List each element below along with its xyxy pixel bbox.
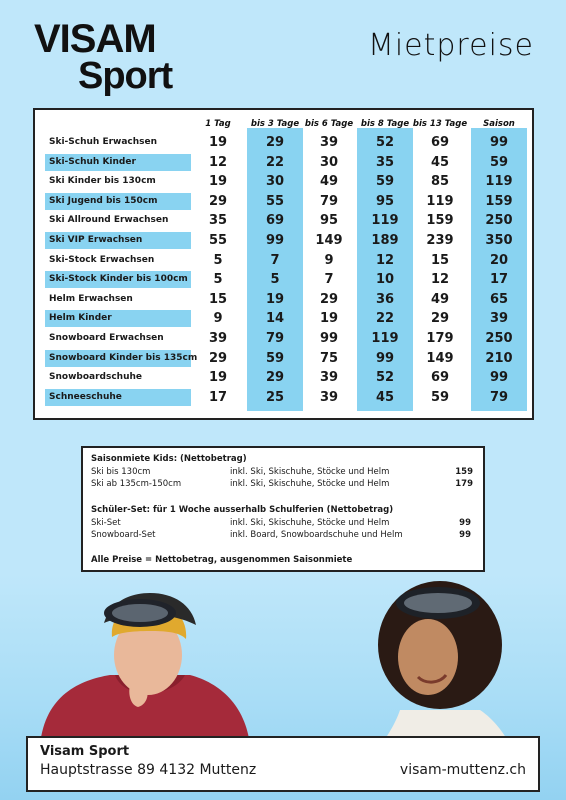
price-cell: 45 (375, 389, 395, 405)
price-cell: 189 (371, 233, 399, 248)
table-row (35, 172, 532, 192)
header-13-days: bis 13 Tage (412, 119, 468, 129)
price-cell: 55 (265, 193, 285, 209)
price-cell: 14 (265, 311, 285, 327)
header-1-day: 1 Tag (205, 119, 231, 129)
price-cell: 149 (315, 233, 343, 248)
price-cell: 22 (375, 311, 395, 327)
logo-text-sport: Sport (78, 55, 173, 97)
price-cell: 59 (265, 350, 285, 366)
price-cell: 9 (324, 252, 334, 268)
price-cell: 35 (208, 213, 228, 229)
price-cell: 19 (319, 311, 339, 327)
price-cell: 239 (426, 233, 454, 248)
price-cell: 29 (319, 291, 339, 307)
price-cell: 45 (430, 154, 450, 170)
price-cell: 119 (426, 193, 454, 209)
table-row (35, 270, 532, 290)
row-label: Helm Erwachsen (49, 293, 133, 304)
price-cell: 99 (489, 370, 509, 386)
price-cell: 49 (319, 174, 339, 190)
price-cell: 39 (489, 311, 509, 327)
price-cell: 69 (430, 370, 450, 386)
price-cell: 15 (430, 252, 450, 268)
price-cell: 49 (430, 291, 450, 307)
school-desc: inkl. Ski, Skischuhe, Stöcke und Helm (230, 518, 390, 528)
row-label: Ski-Stock Erwachsen (49, 254, 155, 265)
table-row (35, 329, 532, 349)
price-cell: 17 (489, 272, 509, 288)
row-label: Ski Allround Erwachsen (49, 215, 169, 226)
price-cell: 29 (265, 370, 285, 386)
school-price: 99 (459, 518, 471, 528)
info-box (81, 446, 485, 572)
price-cell: 39 (319, 370, 339, 386)
price-cell: 59 (375, 174, 395, 190)
price-cell: 7 (270, 252, 280, 268)
row-label: Ski Kinder bis 130cm (49, 176, 156, 187)
kids-price: 159 (455, 467, 473, 477)
price-cell: 25 (265, 389, 285, 405)
price-cell: 35 (375, 154, 395, 170)
school-price: 99 (459, 530, 471, 540)
price-cell: 350 (485, 233, 513, 248)
table-row (35, 368, 532, 388)
store-address: Hauptstrasse 89 4132 Muttenz (40, 762, 257, 778)
price-cell: 36 (375, 291, 395, 307)
header-8-days: bis 8 Tage (360, 119, 410, 129)
row-label: Snowboard Erwachsen (49, 333, 164, 343)
kids-item: Ski bis 130cm (91, 467, 151, 477)
kids-item: Ski ab 135cm-150cm (91, 479, 182, 489)
row-label: Helm Kinder (45, 310, 191, 327)
price-cell: 7 (324, 272, 334, 288)
price-cell: 59 (489, 154, 509, 170)
logo-graphic (34, 14, 194, 97)
price-cell: 19 (265, 291, 285, 307)
price-cell: 159 (426, 213, 454, 229)
price-cell: 69 (430, 135, 450, 150)
school-title: Schüler-Set: für 1 Woche ausserhalb Schulferien (Nettobetrag) (91, 505, 394, 515)
price-cell: 5 (270, 272, 280, 288)
price-cell: 79 (265, 331, 285, 346)
price-cell: 149 (426, 350, 454, 366)
row-label: Ski VIP Erwachsen (45, 232, 191, 249)
price-cell: 29 (265, 135, 285, 150)
price-cell: 12 (430, 272, 450, 288)
row-label: Ski-Schuh Erwachsen (49, 137, 158, 147)
price-cell: 119 (371, 213, 399, 229)
people-illustration (0, 575, 566, 745)
price-cell: 15 (208, 291, 228, 307)
table-row (35, 153, 532, 173)
logo-text-visam: VISAM (34, 17, 156, 61)
row-label: Ski-Schuh Kinder (45, 154, 191, 171)
price-cell: 65 (489, 291, 509, 307)
kids-desc: inkl. Ski, Skischuhe, Stöcke und Helm (230, 479, 390, 489)
price-cell: 79 (319, 193, 339, 209)
table-row (35, 349, 532, 369)
price-cell: 99 (319, 331, 339, 346)
price-cell: 19 (208, 370, 228, 386)
price-cell: 119 (485, 174, 513, 190)
price-cell: 119 (371, 331, 399, 346)
table-row (35, 309, 532, 329)
table-row (35, 231, 532, 251)
page-title: Mietpreise (367, 28, 534, 63)
price-cell: 159 (485, 193, 513, 209)
price-cell: 95 (319, 213, 339, 229)
price-cell: 5 (213, 272, 223, 288)
price-cell: 95 (375, 193, 395, 209)
man-figure (40, 593, 250, 745)
price-cell: 29 (430, 311, 450, 327)
price-cell: 250 (485, 331, 513, 346)
price-cell: 29 (208, 193, 228, 209)
price-cell: 52 (375, 370, 395, 386)
price-cell: 29 (208, 350, 228, 366)
price-cell: 179 (426, 331, 454, 346)
price-cell: 250 (485, 213, 513, 229)
table-row (35, 251, 532, 271)
price-cell: 55 (208, 233, 228, 248)
store-name: Visam Sport (40, 744, 130, 759)
price-cell: 79 (489, 389, 509, 405)
row-label: Schneeschuhe (45, 389, 191, 406)
table-row (35, 211, 532, 231)
row-label: Snowboard Kinder bis 135cm (45, 350, 191, 367)
price-cell: 12 (208, 154, 228, 170)
price-cell: 99 (265, 233, 285, 248)
price-cell: 75 (319, 350, 339, 366)
price-cell: 39 (319, 135, 339, 150)
price-cell: 20 (489, 252, 509, 268)
school-item: Snowboard-Set (91, 530, 156, 540)
price-cell: 39 (208, 331, 228, 346)
price-cell: 59 (430, 389, 450, 405)
visam-sport-logo (34, 14, 194, 97)
price-cell: 210 (485, 350, 513, 366)
price-cell: 39 (319, 389, 339, 405)
table-row (35, 388, 532, 408)
price-cell: 52 (375, 135, 395, 150)
price-cell: 30 (265, 174, 285, 190)
kids-desc: inkl. Ski, Skischuhe, Stöcke und Helm (230, 467, 390, 477)
price-cell: 5 (213, 252, 223, 268)
price-cell: 19 (208, 174, 228, 190)
price-table (33, 108, 534, 420)
header-6-days: bis 6 Tage (304, 119, 354, 129)
price-cell: 9 (213, 311, 223, 327)
row-label: Snowboardschuhe (49, 372, 142, 383)
header-3-days: bis 3 Tage (250, 119, 300, 129)
kids-title: Saisonmiete Kids: (Nettobetrag) (91, 454, 247, 464)
price-cell: 30 (319, 154, 339, 170)
price-cell: 69 (265, 213, 285, 229)
price-cell: 99 (375, 350, 395, 366)
price-cell: 22 (265, 154, 285, 170)
row-label: Ski-Stock Kinder bis 100cm (45, 271, 191, 288)
table-row (35, 133, 532, 153)
price-cell: 99 (489, 135, 509, 150)
table-row (35, 290, 532, 310)
price-cell: 10 (375, 272, 395, 288)
table-row (35, 192, 532, 212)
people-photo (0, 575, 566, 745)
price-cell: 19 (208, 135, 228, 150)
price-cell: 85 (430, 174, 450, 190)
school-desc: inkl. Board, Snowboardschuhe und Helm (230, 530, 403, 540)
header-season: Saison (483, 119, 515, 129)
woman-figure (378, 581, 510, 745)
price-cell: 17 (208, 389, 228, 405)
price-note: Alle Preise = Nettobetrag, ausgenommen Saisonmiete (91, 555, 353, 565)
school-item: Ski-Set (91, 518, 121, 528)
kids-price: 179 (455, 479, 473, 489)
website-link[interactable]: visam-muttenz.ch (399, 762, 526, 778)
row-label: Ski Jugend bis 150cm (45, 193, 191, 210)
footer (26, 736, 540, 792)
price-cell: 12 (375, 252, 395, 268)
